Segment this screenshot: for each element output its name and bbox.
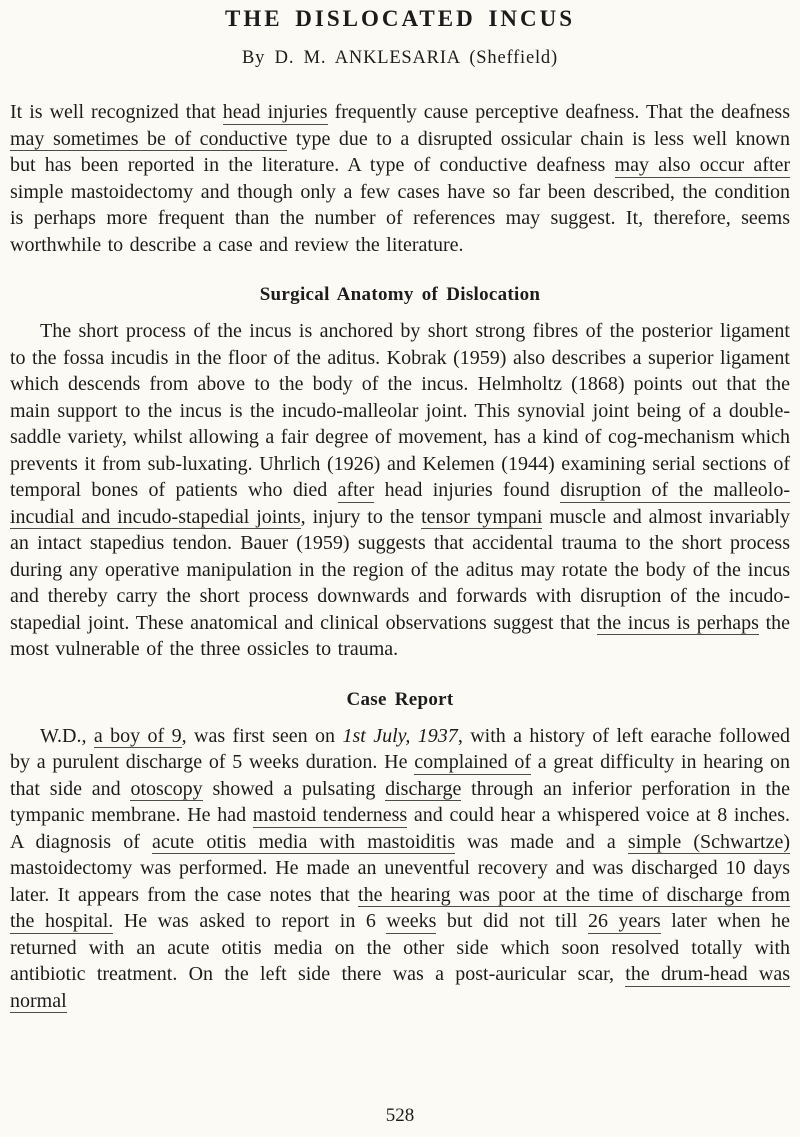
text-run: The short process of the incus is anchored by short strong fibres of the posterior ligament to the fossa incudis in the floor of the aditus. Kobrak (1959) also describes a superior ligament which descends from above to the body of the incus. Helmholtz (1868) points out that the main support to the incus is the incudo-malleolar joint. This synovial joint being of a double-saddle variety, whilst allowing a fair degree of movement, has a kind of cog-mechanism which prevents it from sub-luxating. Uhrlich (1926) and Kelemen (1944) examining serial sections of temporal bones of patients who died (10, 320, 790, 501)
text-run: frequently cause perceptive deafness. That the deafness (327, 101, 790, 123)
text-run: mastoidectomy was performed. He made an uneventful recovery and was discharged 10 days later. It appears from the case notes that (10, 857, 790, 906)
underlined-text: after (337, 479, 375, 501)
underlined-text: 26 years (587, 910, 661, 932)
underlined-text: may also occur after (614, 154, 790, 176)
page-number: 528 (385, 1105, 415, 1126)
text-run: later when he returned with an acute otitis media on the other side which soon resolved totally with antibiotic treatment. On the left side there was a post-auricular scar, (10, 910, 790, 985)
paragraph (10, 318, 790, 663)
paragraph (10, 99, 790, 258)
section-heading: Case Report (346, 688, 454, 710)
text-run: but did not till (436, 910, 588, 932)
article-body (10, 99, 790, 1014)
page-footer (10, 1093, 790, 1131)
underlined-text: the incus is perhaps (596, 611, 759, 634)
text-run: and could hear a whispered voice at 8 inches. A diagnosis of (10, 804, 790, 853)
italic-text: 1st July, 1937 (342, 724, 458, 747)
paragraph (10, 723, 790, 1015)
section-heading: Surgical Anatomy of Dislocation (259, 284, 541, 305)
text-run: a great difficulty in hearing on that side and (10, 751, 791, 800)
text-run: through an inferior perforation in the tympanic membrane. He had (10, 777, 790, 826)
text-run: , injury to the (300, 505, 422, 528)
text-run: showed a pulsating (202, 777, 386, 800)
underlined-text: may sometimes be of conductive (10, 127, 288, 150)
underlined-text: tensor tympani (421, 505, 543, 528)
article-byline: By D. M. ANKLESARIA (Sheffield) (242, 48, 558, 68)
text-run: muscle and almost invariably an intact stapedius tendon. Bauer (1959) suggests that accidental trauma to the short process during any operative manipulation in the region of the aditus may rotate the body of the incus and thereby carry the short process downwards and forwards with disruption of the incudo-stapedial joint. These anatomical and clinical observations suggest that (10, 505, 790, 634)
text-run: simple mastoidectomy and though only a few cases have so far been described, the condition is perhaps more frequent than the number of references may suggest. It, therefore, seems worthwhile to describe a case and review the literature. (10, 180, 790, 256)
underlined-text: otoscopy (130, 777, 203, 800)
underlined-text: acute otitis media with mastoiditis (152, 830, 455, 853)
underlined-text: simple (Schwartze) (627, 830, 790, 853)
text-run: He was asked to report in 6 (113, 910, 387, 932)
text-run: , with a history of left earache followed by a purulent discharge of 5 weeks duration. He (10, 724, 791, 773)
underlined-text: complained of (414, 751, 531, 773)
text-run: W.D., (40, 724, 94, 747)
underlined-text: the hearing was poor at the time of discharge from the hospital. (10, 883, 790, 932)
text-run: head injuries found (374, 479, 561, 501)
text-run: the most vulnerable of the three ossicles to trauma. (10, 611, 791, 660)
underlined-text: mastoid tenderness (252, 804, 408, 826)
text-run: It is well recognized that (10, 101, 223, 123)
underlined-text: head injuries (222, 101, 328, 123)
text-run: type due to a disrupted ossicular chain is less well known but has been reported in the literature. A type of conductive deafness (10, 127, 790, 176)
underlined-text: weeks (386, 910, 437, 932)
underlined-text: the drum-head was normal (10, 963, 790, 1012)
underlined-text: a boy of 9 (93, 724, 182, 747)
text-run: was made and a (455, 830, 628, 853)
article-title: THE DISLOCATED INCUS (224, 6, 576, 31)
underlined-text: discharge (385, 777, 462, 800)
article-header (10, 4, 790, 99)
underlined-text: disruption of the malleolo-incudial and incudo-stapedial joints (10, 479, 790, 528)
text-run: , was first seen on (181, 724, 343, 747)
